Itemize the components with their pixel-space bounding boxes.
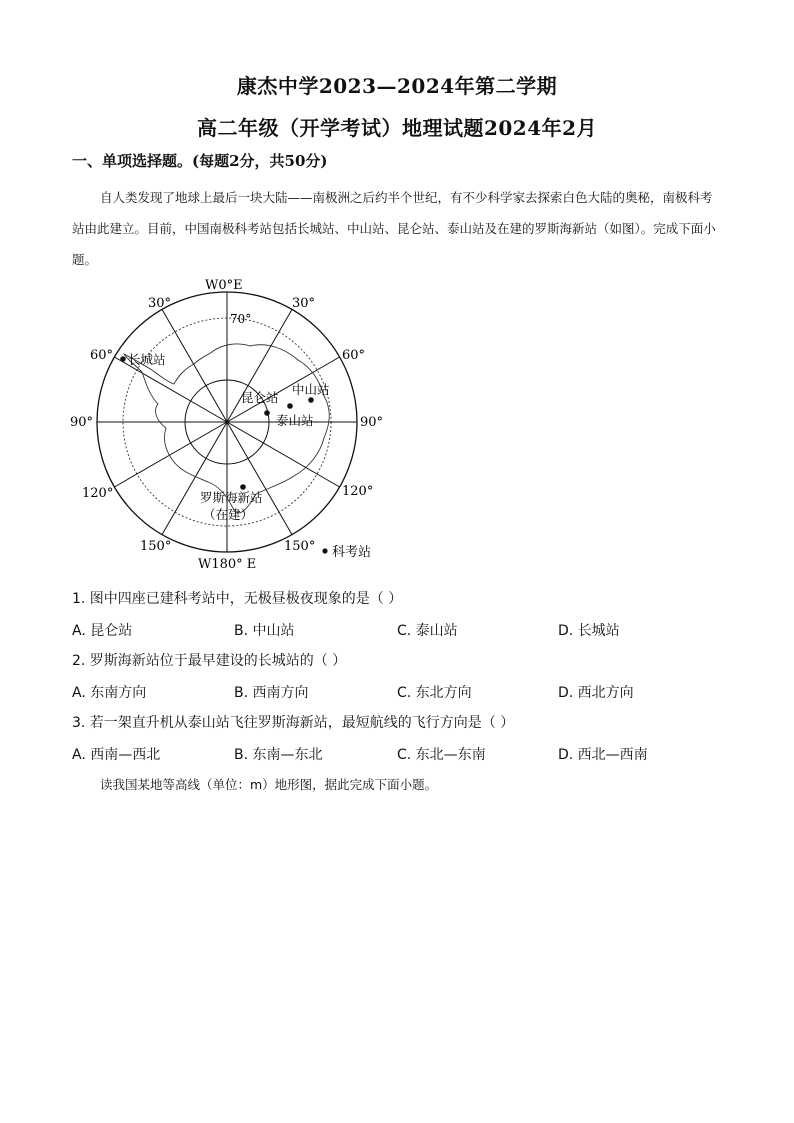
lat-70-label: 70° (230, 312, 252, 326)
legend-dot (322, 548, 327, 553)
q1-option-d[interactable]: D. 长城站 (558, 623, 620, 639)
top-label: W0°E (205, 278, 243, 293)
luosihai-note: （在建） (203, 507, 254, 522)
q2-option-b[interactable]: B. 西南方向 (234, 685, 309, 701)
left-120-label: 120° (82, 486, 114, 501)
right-90-label: 90° (360, 415, 384, 430)
q3-option-b[interactable]: B. 东南—东北 (234, 747, 323, 763)
q2-option-a[interactable]: A. 东南方向 (72, 685, 147, 701)
question-2-stem: 2. 罗斯海新站位于最早建设的长城站的（ ） (72, 653, 347, 669)
left-30-label: 30° (148, 296, 172, 311)
kunlun-label: 昆仑站 (241, 390, 279, 405)
antarctica-map (62, 272, 392, 572)
exam-title: 康杰中学2023—2024年第二学期 (236, 74, 558, 98)
intro-paragraph: 自人类发现了地球上最后一块大陆——南极洲之后约半个世纪，有不少科学家去探索白色大陆的奥秘，南极科考站由此建立。目前，中国南极科考站包括长城站、中山站、昆仑站、泰山站及在建的罗斯海新站（如图）。完成下面小题。 (72, 190, 716, 267)
luosihai-station-dot (240, 484, 246, 490)
question-1-stem: 1. 图中四座已建科考站中，无极昼极夜现象的是（ ） (72, 591, 403, 607)
left-90-label: 90° (70, 415, 94, 430)
kunlun-station-dot (264, 410, 270, 416)
right-60-label: 60° (342, 348, 366, 363)
q1-option-a[interactable]: A. 昆仑站 (72, 623, 133, 639)
right-150-label: 150° (284, 539, 316, 554)
q3-option-a[interactable]: A. 西南—西北 (72, 747, 161, 763)
bottom-label: W180° E (198, 557, 257, 572)
section-heading: 一、单项选择题。(每题2分，共50分) (72, 152, 328, 170)
changcheng-label: 长城站 (128, 352, 166, 367)
left-150-label: 150° (140, 539, 172, 554)
question-3-stem: 3. 若一架直升机从泰山站飞往罗斯海新站，最短航线的飞行方向是（ ） (72, 715, 515, 731)
q3-option-d[interactable]: D. 西北—西南 (558, 747, 648, 763)
q2-option-c[interactable]: C. 东北方向 (397, 685, 472, 701)
taishan-station-dot (287, 403, 293, 409)
next-section-intro: 读我国某地等高线（单位：m）地形图，据此完成下面小题。 (100, 777, 438, 792)
right-30-label: 30° (292, 296, 316, 311)
changcheng-station-dot (120, 356, 126, 362)
q3-option-c[interactable]: C. 东北—东南 (397, 747, 486, 763)
legend-label: 科考站 (332, 545, 372, 560)
exam-subtitle: 高二年级（开学考试）地理试题2024年2月 (196, 116, 598, 140)
zhongshan-label: 中山站 (292, 382, 330, 397)
right-120-label: 120° (342, 484, 374, 499)
taishan-label: 泰山站 (276, 413, 314, 428)
q1-option-b[interactable]: B. 中山站 (234, 623, 295, 639)
q2-option-d[interactable]: D. 西北方向 (558, 685, 634, 701)
q1-option-c[interactable]: C. 泰山站 (397, 623, 458, 639)
left-60-label: 60° (90, 348, 114, 363)
luosihai-label: 罗斯海新站 (200, 490, 263, 505)
zhongshan-station-dot (308, 397, 314, 403)
